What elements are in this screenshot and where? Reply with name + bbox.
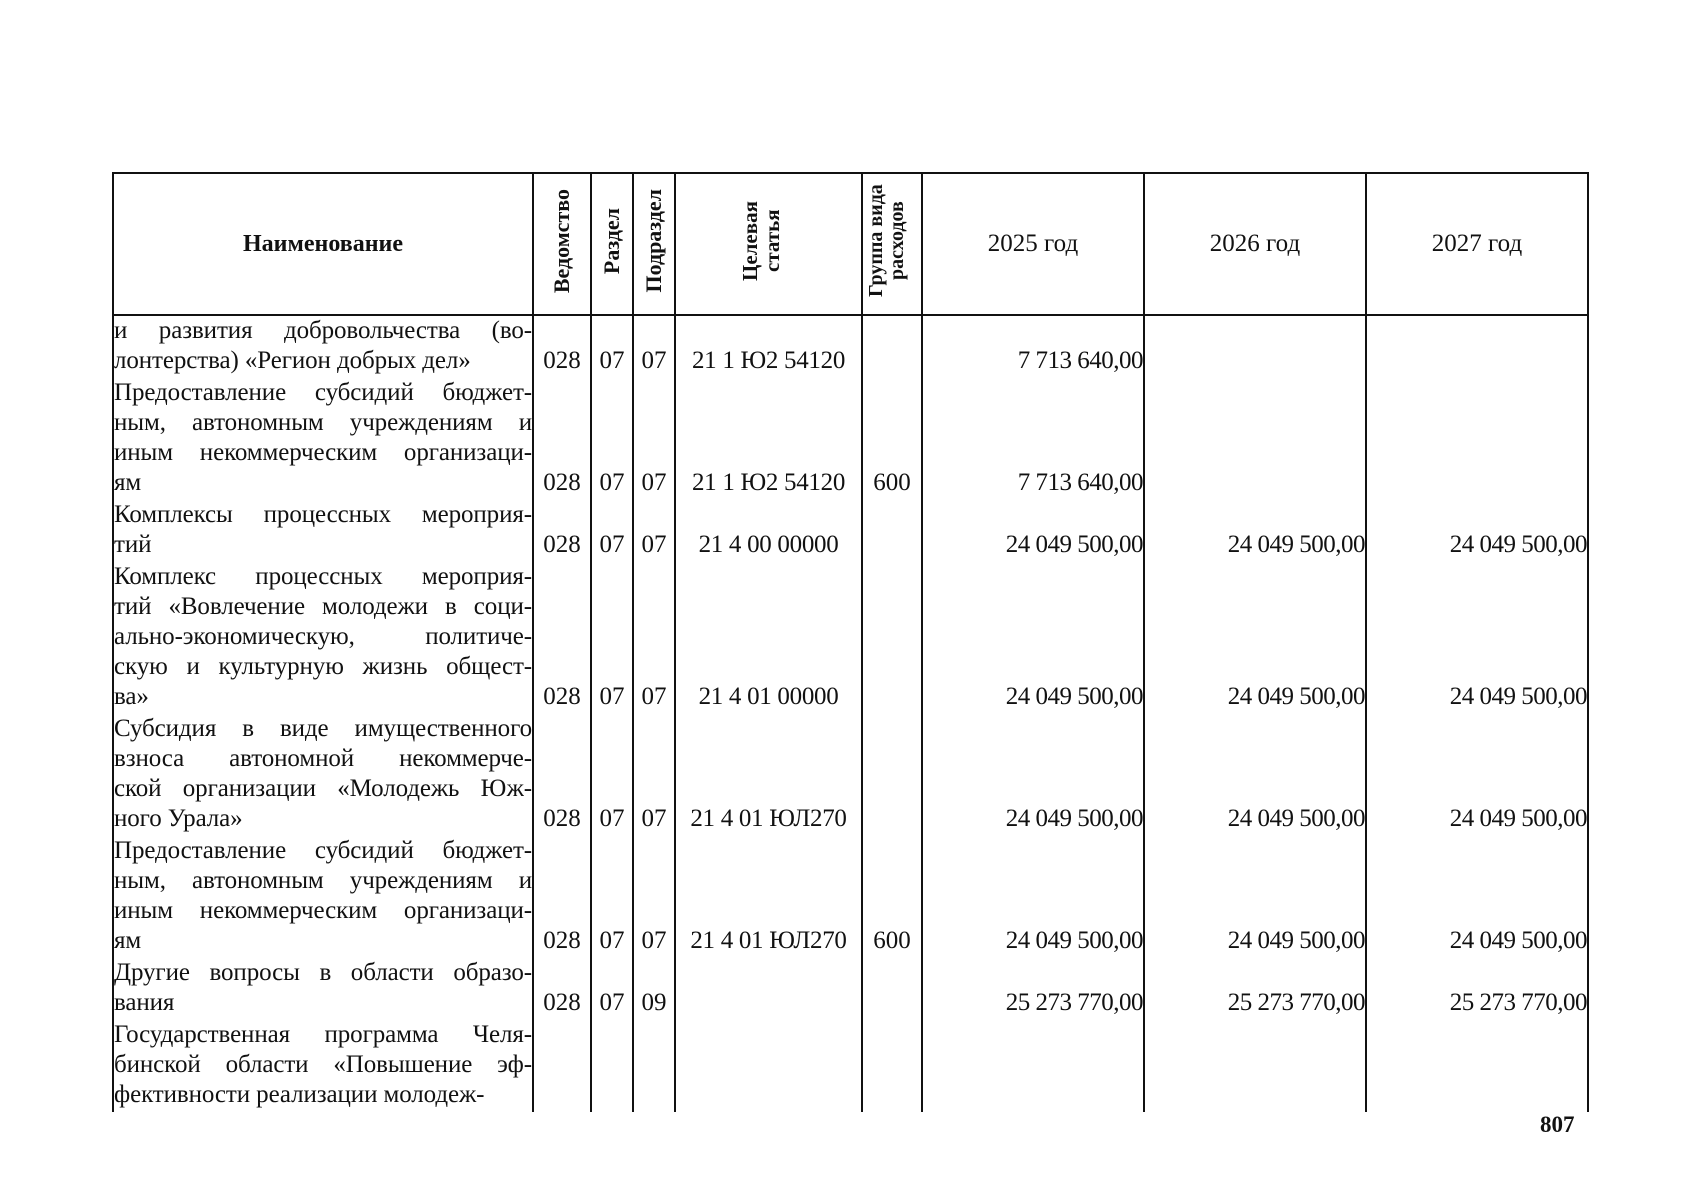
cell-2026: 24 049 500,00 [1144,562,1366,714]
cell-2027 [1366,315,1588,378]
cell-gruppa [862,500,922,562]
cell-gruppa [862,562,922,714]
cell-name [113,562,533,714]
table-row [113,836,1588,958]
table-row [113,378,1588,500]
cell-2025 [922,1020,1144,1112]
cell-2027 [1366,1020,1588,1112]
cell-2025: 24 049 500,00 [922,714,1144,836]
cell-name [113,500,533,562]
cell-podrazdel [633,1020,675,1112]
cell-podrazdel: 07 [633,562,675,714]
cell-2027: 24 049 500,00 [1366,500,1588,562]
cell-razdel: 07 [591,378,633,500]
name-line: вания [114,989,175,1016]
cell-celevaya-statya [675,958,862,1020]
header-vedomstvo: Ведомство [533,173,591,315]
cell-vedomstvo: 028 [533,836,591,958]
cell-2026 [1144,1020,1366,1112]
name-line: Предоставление субсидий бюджет- [114,837,532,864]
name-line: Субсидия в виде имущественного [114,715,532,742]
cell-name [113,315,533,378]
header-2026: 2026 год [1144,173,1366,315]
cell-gruppa [862,958,922,1020]
cell-2025: 25 273 770,00 [922,958,1144,1020]
cell-gruppa [862,1020,922,1112]
cell-celevaya-statya [675,1020,862,1112]
header-2027: 2027 год [1366,173,1588,315]
cell-name [113,836,533,958]
name-line: иным некоммерческим организаци- [114,897,532,924]
cell-vedomstvo: 028 [533,378,591,500]
cell-2025: 24 049 500,00 [922,836,1144,958]
name-line: Комплекс процессных мероприя- [114,563,532,590]
cell-2025: 24 049 500,00 [922,500,1144,562]
cell-celevaya-statya: 21 1 Ю2 54120 [675,378,862,500]
cell-2027: 24 049 500,00 [1366,714,1588,836]
cell-vedomstvo: 028 [533,714,591,836]
name-line: ного Урала» [114,805,243,832]
cell-podrazdel: 07 [633,836,675,958]
table-body [113,315,1588,1112]
cell-2025: 7 713 640,00 [922,315,1144,378]
table-row [113,500,1588,562]
cell-razdel: 07 [591,714,633,836]
cell-2026: 24 049 500,00 [1144,500,1366,562]
cell-name [113,958,533,1020]
cell-podrazdel: 07 [633,500,675,562]
name-line: скую и культурную жизнь общест- [114,653,532,680]
cell-gruppa: 600 [862,378,922,500]
cell-2026 [1144,378,1366,500]
cell-vedomstvo [533,1020,591,1112]
name-line: ям [114,927,142,954]
header-celevaya-statya: Целевая статья [675,173,862,315]
cell-2027: 24 049 500,00 [1366,562,1588,714]
cell-2026 [1144,315,1366,378]
name-line: Предоставление субсидий бюджет- [114,379,532,406]
cell-vedomstvo: 028 [533,562,591,714]
table-row [113,958,1588,1020]
table-row [113,315,1588,378]
name-line: Комплексы процессных мероприя- [114,501,532,528]
name-line: лонтерства) «Регион добрых дел» [114,347,471,374]
cell-razdel [591,1020,633,1112]
name-line: тий [114,531,152,558]
table-row [113,1020,1588,1112]
cell-name [113,378,533,500]
header-podrazdel: Подраздел [633,173,675,315]
header-razdel: Раздел [591,173,633,315]
cell-name [113,1020,533,1112]
cell-gruppa [862,714,922,836]
cell-razdel: 07 [591,315,633,378]
cell-celevaya-statya: 21 1 Ю2 54120 [675,315,862,378]
cell-2025: 7 713 640,00 [922,378,1144,500]
name-line: бинской области «Повышение эф- [114,1051,532,1078]
table-row [113,562,1588,714]
cell-vedomstvo: 028 [533,500,591,562]
name-line: взноса автономной некоммерче- [114,745,532,772]
cell-name [113,714,533,836]
name-line: ям [114,469,142,496]
cell-2026: 24 049 500,00 [1144,836,1366,958]
cell-gruppa [862,315,922,378]
cell-celevaya-statya: 21 4 01 ЮЛ270 [675,836,862,958]
cell-2027 [1366,378,1588,500]
cell-celevaya-statya: 21 4 01 00000 [675,562,862,714]
cell-vedomstvo: 028 [533,315,591,378]
cell-podrazdel: 07 [633,714,675,836]
name-line: ным, автономным учреждениям и [114,409,532,436]
header-name: Наименование [113,173,533,315]
name-line: иным некоммерческим организаци- [114,439,532,466]
cell-celevaya-statya: 21 4 01 ЮЛ270 [675,714,862,836]
cell-razdel: 07 [591,958,633,1020]
cell-celevaya-statya: 21 4 00 00000 [675,500,862,562]
cell-2026: 24 049 500,00 [1144,714,1366,836]
cell-podrazdel: 09 [633,958,675,1020]
table-row [113,714,1588,836]
cell-podrazdel: 07 [633,315,675,378]
cell-2026: 25 273 770,00 [1144,958,1366,1020]
name-line: Другие вопросы в области образо- [114,959,532,986]
name-line: ально-экономическую, политиче- [114,623,532,650]
table-header [113,173,1588,315]
name-line: Государственная программа Челя- [114,1021,532,1048]
cell-2027: 25 273 770,00 [1366,958,1588,1020]
name-line: и развития добровольчества (во- [114,317,532,344]
budget-table [112,172,1589,1112]
cell-razdel: 07 [591,562,633,714]
name-line: ской организации «Молодежь Юж- [114,775,532,802]
name-line: тий «Вовлечение молодежи в соци- [114,593,532,620]
cell-razdel: 07 [591,836,633,958]
cell-2025: 24 049 500,00 [922,562,1144,714]
page-number: 807 [1540,1112,1575,1137]
cell-vedomstvo: 028 [533,958,591,1020]
cell-gruppa: 600 [862,836,922,958]
name-line: ным, автономным учреждениям и [114,867,532,894]
header-gruppa-vida-rashodov: Группа вида расходов [862,173,922,315]
name-line: фективности реализации молодеж- [114,1081,485,1108]
header-2025: 2025 год [922,173,1144,315]
cell-2027: 24 049 500,00 [1366,836,1588,958]
cell-podrazdel: 07 [633,378,675,500]
name-line: ва» [114,683,149,710]
cell-razdel: 07 [591,500,633,562]
